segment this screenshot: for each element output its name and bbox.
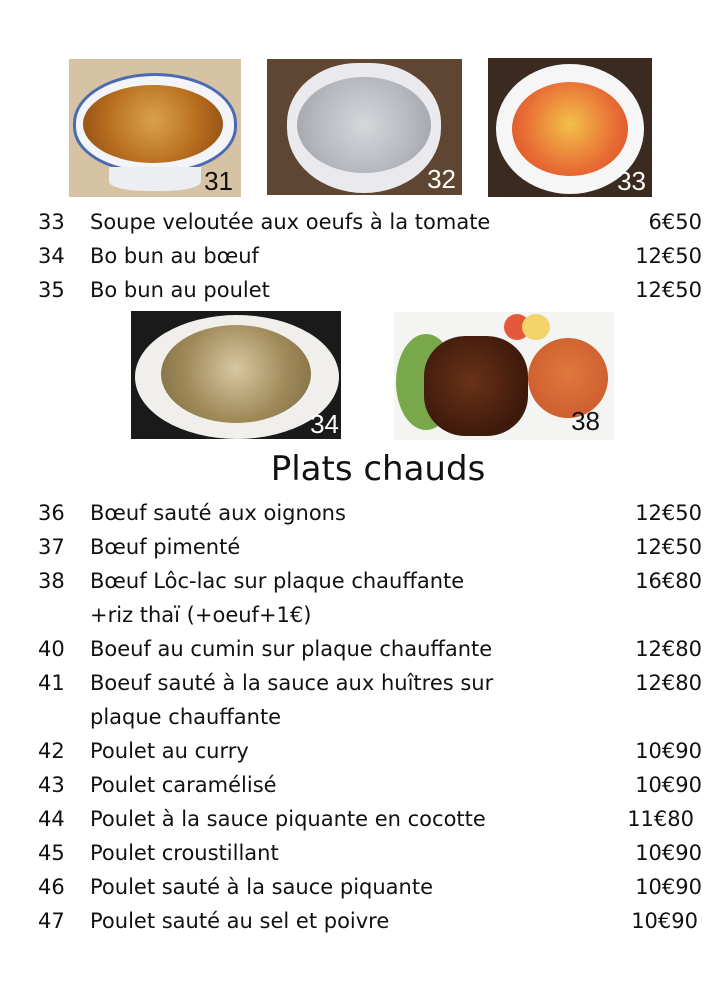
photo-dish-31 [69, 59, 241, 197]
item-price: 10€90 [631, 909, 698, 933]
item-name: Boeuf sauté à la sauce aux huîtres sur [90, 671, 494, 695]
item-number: 41 [38, 671, 65, 695]
menu-item [38, 870, 702, 904]
photo-dish-34 [131, 311, 341, 439]
item-number: 44 [38, 807, 65, 831]
item-price: 6€50 [648, 210, 702, 234]
item-number: 45 [38, 841, 65, 865]
item-price: 10€90 [635, 875, 702, 899]
beef [424, 336, 528, 436]
item-name: Poulet sauté au sel et poivre [90, 909, 390, 933]
item-name-continuation: +riz thaï (+oeuf+1€) [90, 603, 312, 627]
item-price: 12€50 [635, 244, 702, 268]
menu-item [38, 666, 702, 700]
item-number: 47 [38, 909, 65, 933]
item-name: Poulet à la sauce piquante en cocotte [90, 807, 486, 831]
item-number: 37 [38, 535, 65, 559]
section-title: Plats chauds [270, 449, 486, 489]
item-price: 10€90 [635, 841, 702, 865]
soup [83, 85, 223, 163]
item-price: 12€50 [635, 501, 702, 525]
item-number: 33 [38, 210, 65, 234]
item-name: Poulet croustillant [90, 841, 279, 865]
item-price: 12€50 [635, 278, 702, 302]
item-number: 35 [38, 278, 65, 302]
menu-item [38, 836, 702, 870]
item-price: 12€50 [635, 535, 702, 559]
item-price: 10€90 [635, 773, 702, 797]
item-number: 40 [38, 637, 65, 661]
item-name: Bo bun au poulet [90, 278, 270, 302]
menu-item [38, 273, 702, 307]
item-name: Poulet sauté à la sauce piquante [90, 875, 434, 899]
bowl-base [109, 167, 201, 191]
menu-item [38, 205, 702, 239]
photo-dish-32 [267, 59, 462, 195]
soup [297, 77, 431, 173]
item-name: Bœuf pimenté [90, 535, 241, 559]
item-price: 16€80 [635, 569, 702, 593]
photo-label: 38 [571, 406, 600, 436]
item-name: Boeuf au cumin sur plaque chauffante [90, 637, 493, 661]
item-number: 42 [38, 739, 65, 763]
photo-label: 31 [204, 166, 233, 196]
item-name: Soupe veloutée aux oeufs à la tomate [90, 210, 491, 234]
food [161, 325, 311, 423]
item-name: Bœuf Lôc-lac sur plaque chauffante [90, 569, 465, 593]
item-price: 12€80 [635, 671, 702, 695]
item-number: 46 [38, 875, 65, 899]
item-price: 10€90 [635, 739, 702, 763]
item-name: Poulet au curry [90, 739, 249, 763]
item-name-continuation: plaque chauffante [90, 705, 282, 729]
item-name: Poulet caramélisé [90, 773, 277, 797]
item-number: 34 [38, 244, 65, 268]
menu-item [38, 734, 702, 768]
menu-item [38, 564, 702, 598]
item-price: 12€80 [635, 637, 702, 661]
menu-item [38, 768, 702, 802]
menu-item [38, 802, 702, 836]
item-number: 43 [38, 773, 65, 797]
lemon [522, 314, 550, 340]
item-price: 11€80 [627, 807, 694, 831]
photo-label: 33 [617, 166, 646, 196]
menu-item [38, 239, 702, 273]
item-number: 38 [38, 569, 65, 593]
menu-item [38, 632, 702, 666]
soup [512, 82, 628, 176]
photo-label: 34 [310, 409, 339, 439]
menu-item [38, 530, 702, 564]
photo-label: 32 [427, 164, 456, 194]
menu-item [38, 496, 702, 530]
photo-dish-33 [488, 58, 652, 197]
menu-item [38, 904, 702, 938]
item-name: Bo bun au bœuf [90, 244, 259, 268]
item-number: 36 [38, 501, 65, 525]
item-name: Bœuf sauté aux oignons [90, 501, 346, 525]
photo-dish-38 [394, 312, 614, 440]
